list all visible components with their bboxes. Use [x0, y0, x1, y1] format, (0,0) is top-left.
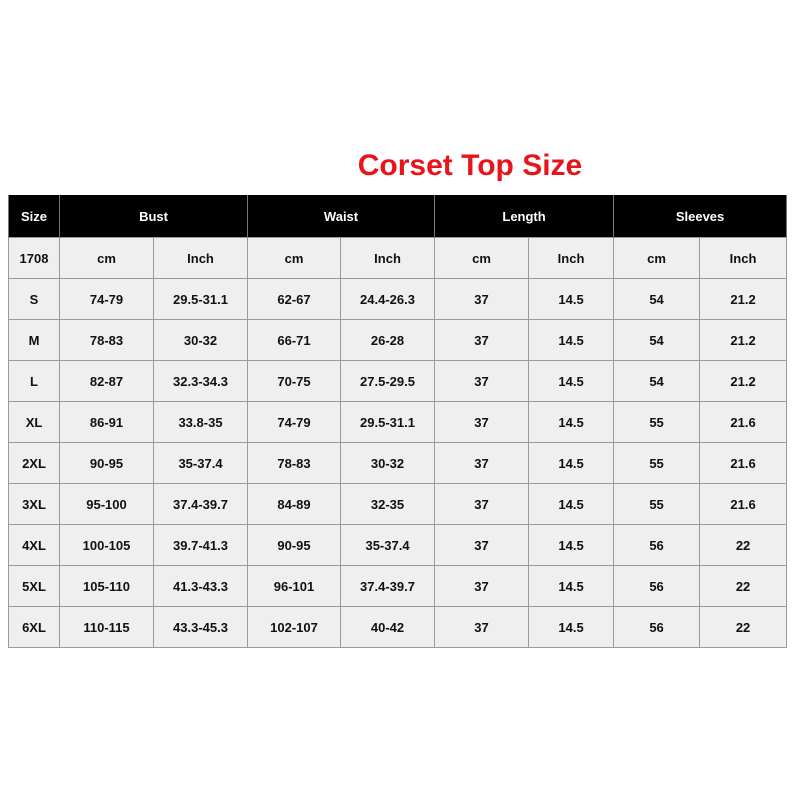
unit-cell: Inch [700, 238, 787, 279]
bust-cm-cell: 74-79 [60, 279, 154, 320]
length-cm-cell: 37 [435, 607, 529, 648]
waist-inch-cell: 32-35 [341, 484, 435, 525]
sleeves-inch-cell: 21.2 [700, 361, 787, 402]
bust-cm-cell: 82-87 [60, 361, 154, 402]
header-length: Length [435, 195, 614, 238]
sleeves-inch-cell: 21.6 [700, 402, 787, 443]
table-header-row [9, 195, 787, 238]
sleeves-inch-cell: 21.2 [700, 279, 787, 320]
length-inch-cell: 14.5 [529, 443, 614, 484]
size-cell: L [9, 361, 60, 402]
sleeves-inch-cell: 22 [700, 525, 787, 566]
length-inch-cell: 14.5 [529, 279, 614, 320]
header-size: Size [9, 195, 60, 238]
table-row [9, 320, 787, 361]
table-row [9, 279, 787, 320]
table-row [9, 607, 787, 648]
page-title: Corset Top Size [357, 149, 583, 182]
length-inch-cell: 14.5 [529, 361, 614, 402]
bust-inch-cell: 32.3-34.3 [154, 361, 248, 402]
waist-cm-cell: 84-89 [248, 484, 341, 525]
style-number-cell: 1708 [9, 238, 60, 279]
size-cell: 3XL [9, 484, 60, 525]
bust-inch-cell: 39.7-41.3 [154, 525, 248, 566]
sleeves-inch-cell: 22 [700, 566, 787, 607]
sleeves-inch-cell: 21.6 [700, 484, 787, 525]
unit-cell: cm [614, 238, 700, 279]
length-cm-cell: 37 [435, 525, 529, 566]
waist-cm-cell: 74-79 [248, 402, 341, 443]
waist-cm-cell: 62-67 [248, 279, 341, 320]
table-row [9, 402, 787, 443]
table-row [9, 484, 787, 525]
bust-inch-cell: 37.4-39.7 [154, 484, 248, 525]
size-cell: 2XL [9, 443, 60, 484]
sleeves-cm-cell: 54 [614, 361, 700, 402]
bust-inch-cell: 30-32 [154, 320, 248, 361]
length-inch-cell: 14.5 [529, 566, 614, 607]
waist-cm-cell: 66-71 [248, 320, 341, 361]
bust-inch-cell: 35-37.4 [154, 443, 248, 484]
header-bust: Bust [60, 195, 248, 238]
waist-cm-cell: 78-83 [248, 443, 341, 484]
header-sleeves: Sleeves [614, 195, 787, 238]
length-cm-cell: 37 [435, 402, 529, 443]
size-cell: S [9, 279, 60, 320]
waist-cm-cell: 96-101 [248, 566, 341, 607]
bust-inch-cell: 43.3-45.3 [154, 607, 248, 648]
waist-cm-cell: 90-95 [248, 525, 341, 566]
length-cm-cell: 37 [435, 279, 529, 320]
unit-cell: cm [435, 238, 529, 279]
length-cm-cell: 37 [435, 361, 529, 402]
waist-inch-cell: 29.5-31.1 [341, 402, 435, 443]
length-inch-cell: 14.5 [529, 402, 614, 443]
sleeves-cm-cell: 54 [614, 320, 700, 361]
waist-inch-cell: 35-37.4 [341, 525, 435, 566]
length-cm-cell: 37 [435, 320, 529, 361]
sleeves-cm-cell: 56 [614, 607, 700, 648]
table-row [9, 361, 787, 402]
length-cm-cell: 37 [435, 566, 529, 607]
bust-cm-cell: 95-100 [60, 484, 154, 525]
sleeves-inch-cell: 21.2 [700, 320, 787, 361]
bust-cm-cell: 86-91 [60, 402, 154, 443]
table-row [9, 566, 787, 607]
waist-cm-cell: 70-75 [248, 361, 341, 402]
table-row [9, 443, 787, 484]
sleeves-inch-cell: 21.6 [700, 443, 787, 484]
waist-inch-cell: 40-42 [341, 607, 435, 648]
bust-inch-cell: 29.5-31.1 [154, 279, 248, 320]
header-waist: Waist [248, 195, 435, 238]
size-cell: 5XL [9, 566, 60, 607]
unit-cell: Inch [154, 238, 248, 279]
bust-cm-cell: 100-105 [60, 525, 154, 566]
sleeves-cm-cell: 56 [614, 525, 700, 566]
waist-inch-cell: 30-32 [341, 443, 435, 484]
length-inch-cell: 14.5 [529, 525, 614, 566]
bust-inch-cell: 33.8-35 [154, 402, 248, 443]
sleeves-cm-cell: 55 [614, 402, 700, 443]
size-cell: 6XL [9, 607, 60, 648]
unit-cell: Inch [341, 238, 435, 279]
unit-cell: Inch [529, 238, 614, 279]
sleeves-inch-cell: 22 [700, 607, 787, 648]
waist-cm-cell: 102-107 [248, 607, 341, 648]
waist-inch-cell: 24.4-26.3 [341, 279, 435, 320]
length-inch-cell: 14.5 [529, 320, 614, 361]
waist-inch-cell: 37.4-39.7 [341, 566, 435, 607]
length-inch-cell: 14.5 [529, 607, 614, 648]
length-cm-cell: 37 [435, 443, 529, 484]
sleeves-cm-cell: 56 [614, 566, 700, 607]
unit-cell: cm [248, 238, 341, 279]
length-inch-cell: 14.5 [529, 484, 614, 525]
length-cm-cell: 37 [435, 484, 529, 525]
sleeves-cm-cell: 55 [614, 484, 700, 525]
bust-cm-cell: 90-95 [60, 443, 154, 484]
waist-inch-cell: 26-28 [341, 320, 435, 361]
waist-inch-cell: 27.5-29.5 [341, 361, 435, 402]
size-cell: 4XL [9, 525, 60, 566]
bust-cm-cell: 110-115 [60, 607, 154, 648]
sleeves-cm-cell: 54 [614, 279, 700, 320]
table-row [9, 525, 787, 566]
bust-cm-cell: 78-83 [60, 320, 154, 361]
bust-cm-cell: 105-110 [60, 566, 154, 607]
size-cell: XL [9, 402, 60, 443]
sleeves-cm-cell: 55 [614, 443, 700, 484]
unit-cell: cm [60, 238, 154, 279]
size-cell: M [9, 320, 60, 361]
size-chart-table [8, 195, 787, 648]
table-subheader-row [9, 238, 787, 279]
bust-inch-cell: 41.3-43.3 [154, 566, 248, 607]
